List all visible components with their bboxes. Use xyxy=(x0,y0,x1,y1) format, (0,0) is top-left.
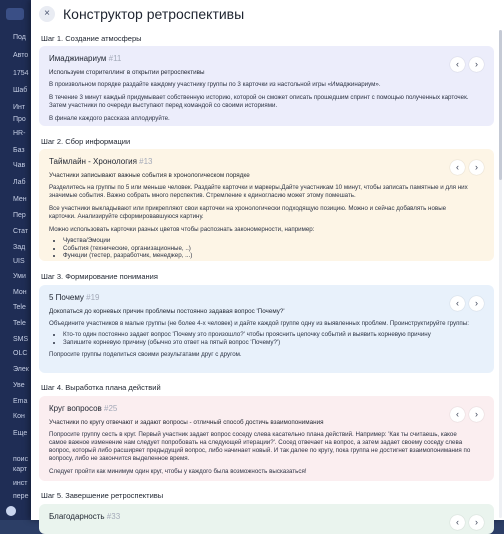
step-title: Шаг 2. Сбор информации xyxy=(41,137,131,146)
chevron-right-icon[interactable]: › xyxy=(469,57,484,72)
sidebar-item[interactable]: Чав xyxy=(13,162,26,169)
scrollbar-thumb[interactable] xyxy=(499,30,502,180)
chevron-left-icon[interactable]: ‹ xyxy=(450,407,465,422)
sidebar-item[interactable]: Ema xyxy=(13,398,28,405)
card-paragraph: Попросите группу сесть в круг. Первый участник задает вопрос соседу слева касательно плана действий. Например: 'Как ты считаешь, какое самое важное изменение нам следует попробовать на следующей итерации?'. Сосед отвечает на вопрос, а затем задает своему соседу слева вопрос, который либо расширяет предыдущий вопрос, либо начинает новый. И так далее по кругу, пока группа не достигнет взаимопонимания по вопросу, либо не закончится выделенное время. xyxy=(49,431,471,462)
sidebar-item[interactable]: поис xyxy=(13,456,29,463)
chevron-left-icon[interactable]: ‹ xyxy=(450,515,465,530)
card-paragraph: В произвольном порядке раздайте каждому участнику группы по 3 карточки из настольной игры «Имаджинариум». xyxy=(49,81,381,88)
card-nav xyxy=(446,512,484,530)
modal-title: Конструктор ретроспективы xyxy=(63,6,245,22)
sidebar-item[interactable]: SMS xyxy=(13,336,29,343)
sidebar-item[interactable]: Авто xyxy=(13,52,29,59)
list-item: • Кто-то один постоянно задает вопрос 'Почему это произошло?' чтобы прояснить цепочку событий и выявить корневую причину xyxy=(63,331,484,339)
chevron-right-icon[interactable]: › xyxy=(469,296,484,311)
activity-card xyxy=(39,504,494,534)
sidebar-item[interactable]: Уми xyxy=(13,273,26,280)
card-subtitle: Докопаться до корневых причин проблемы постоянно задавая вопрос 'Почему?' xyxy=(49,308,285,315)
activity-card xyxy=(39,285,494,373)
sidebar-item[interactable]: Про xyxy=(13,116,26,123)
card-paragraph: Все участники выкладывают или прикрепляют свои карточки на хронологически подходящую позицию. Можно и сейчас добавлять новые карточки. Анализируйте сформировавшуюся картину. xyxy=(49,205,447,220)
activity-card xyxy=(39,149,494,261)
sidebar-item[interactable]: карт xyxy=(13,466,28,473)
sidebar-item[interactable]: Стат xyxy=(13,228,29,235)
close-icon[interactable]: × xyxy=(39,6,55,22)
chevron-left-icon[interactable]: ‹ xyxy=(450,296,465,311)
card-subtitle: Используем сторителлинг в открытии ретроспективы xyxy=(49,69,205,76)
card-paragraph: Следует пройти как минимум один круг, чтобы у каждого была возможность высказаться! xyxy=(49,468,307,475)
sidebar-item[interactable]: Пер xyxy=(13,212,26,219)
sidebar-item[interactable]: Tele xyxy=(13,304,26,311)
card-paragraph: Разделитесь на группы по 5 или меньше человек. Раздайте карточки и маркеры.Дайте участникам 10 минут, чтобы записать памятные и для них значимые события. Важно собрать много перспектив. Стремление к единогласию может этому помешать. xyxy=(49,184,468,199)
sidebar-item[interactable]: Лаб xyxy=(13,179,26,186)
sidebar-item[interactable]: инст xyxy=(13,480,28,487)
activity-card xyxy=(39,46,494,126)
card-name: 5 Почему #19 xyxy=(49,293,100,302)
card-name: Таймлайн - Хронология #13 xyxy=(49,157,153,166)
chevron-right-icon[interactable]: › xyxy=(469,515,484,530)
list-item: • Запишите корневую причину (обычно это ответ на пятый вопрос 'Почему?') xyxy=(63,339,484,347)
card-subtitle: Участники записывают важные события в хронологическом порядке xyxy=(49,172,250,179)
sidebar-item[interactable]: Tele xyxy=(13,320,26,327)
chevron-left-icon[interactable]: ‹ xyxy=(450,57,465,72)
user-avatar[interactable] xyxy=(6,506,16,516)
card-nav xyxy=(446,404,484,422)
card-paragraph: Можно использовать карточки разных цветов чтобы распознать закономерности, например: xyxy=(49,226,315,233)
card-paragraph: В течение 3 минут каждый придумывает собственную историю, которой он сможет описать прошедшим спринт с помощью полученных карточек. Затем участники по очереди выступают перед командой со своими историями. xyxy=(49,94,469,109)
list-item: • События (технические, организационные, ..) xyxy=(63,245,484,253)
step-title: Шаг 4. Выработка плана действий xyxy=(41,383,161,392)
sidebar-item[interactable]: Баз xyxy=(13,147,25,154)
sidebar-item[interactable]: Мон xyxy=(13,289,27,296)
sidebar-item[interactable]: HR- xyxy=(13,130,26,137)
chevron-right-icon[interactable]: › xyxy=(469,407,484,422)
list-item: • Функции (тестер, разработчик, менеджер, ...) xyxy=(63,252,484,260)
card-nav xyxy=(446,54,484,72)
retro-builder-modal xyxy=(31,0,504,527)
sidebar-item[interactable]: Шаб xyxy=(13,87,28,94)
card-name: Имаджинариум #11 xyxy=(49,54,122,63)
sidebar-item[interactable]: Инт xyxy=(13,104,26,111)
card-paragraph: В финале каждого рассказа аплодируйте. xyxy=(49,115,170,122)
sidebar-item[interactable]: Мен xyxy=(13,196,27,203)
background-sidebar xyxy=(0,0,32,520)
activity-card xyxy=(39,396,494,481)
chevron-left-icon[interactable]: ‹ xyxy=(450,160,465,175)
sidebar-item[interactable]: Кон xyxy=(13,413,25,420)
chevron-right-icon[interactable]: › xyxy=(469,160,484,175)
card-name: Круг вопросов #25 xyxy=(49,404,118,413)
sidebar-item[interactable]: Еще xyxy=(13,430,28,437)
sidebar-item[interactable]: Под xyxy=(13,34,26,41)
card-subtitle: Участники по кругу отвечают и задают вопросы - отличный способ достичь взаимопонимания xyxy=(49,419,324,426)
sidebar-item[interactable]: пере xyxy=(13,493,29,500)
card-list xyxy=(49,331,484,346)
sidebar-item[interactable]: UIS xyxy=(13,258,25,265)
step-title: Шаг 3. Формирование понимания xyxy=(41,272,158,281)
sidebar-item[interactable]: Элек xyxy=(13,366,29,373)
card-paragraph: Попросите группы поделиться своими результатами друг с другом. xyxy=(49,351,242,358)
step-title: Шаг 1. Создание атмосферы xyxy=(41,34,142,43)
card-paragraph: Объедините участников в малые группы (не более 4-х человек) и дайте каждой группе одну из выявленных проблем. Проинструктируйте группы: xyxy=(49,320,469,327)
card-list xyxy=(49,237,484,260)
step-title: Шаг 5. Завершение ретроспективы xyxy=(41,491,164,500)
app-logo xyxy=(6,8,24,20)
card-nav xyxy=(446,293,484,311)
sidebar-item[interactable]: 1754 xyxy=(13,70,29,77)
list-item: • Чувства/Эмоции xyxy=(63,237,484,245)
card-nav xyxy=(446,157,484,175)
sidebar-item[interactable]: OLC xyxy=(13,350,28,357)
card-name: Благодарность #33 xyxy=(49,512,121,521)
sidebar-item[interactable]: Уве xyxy=(13,382,25,389)
sidebar-item[interactable]: Зад xyxy=(13,244,26,251)
